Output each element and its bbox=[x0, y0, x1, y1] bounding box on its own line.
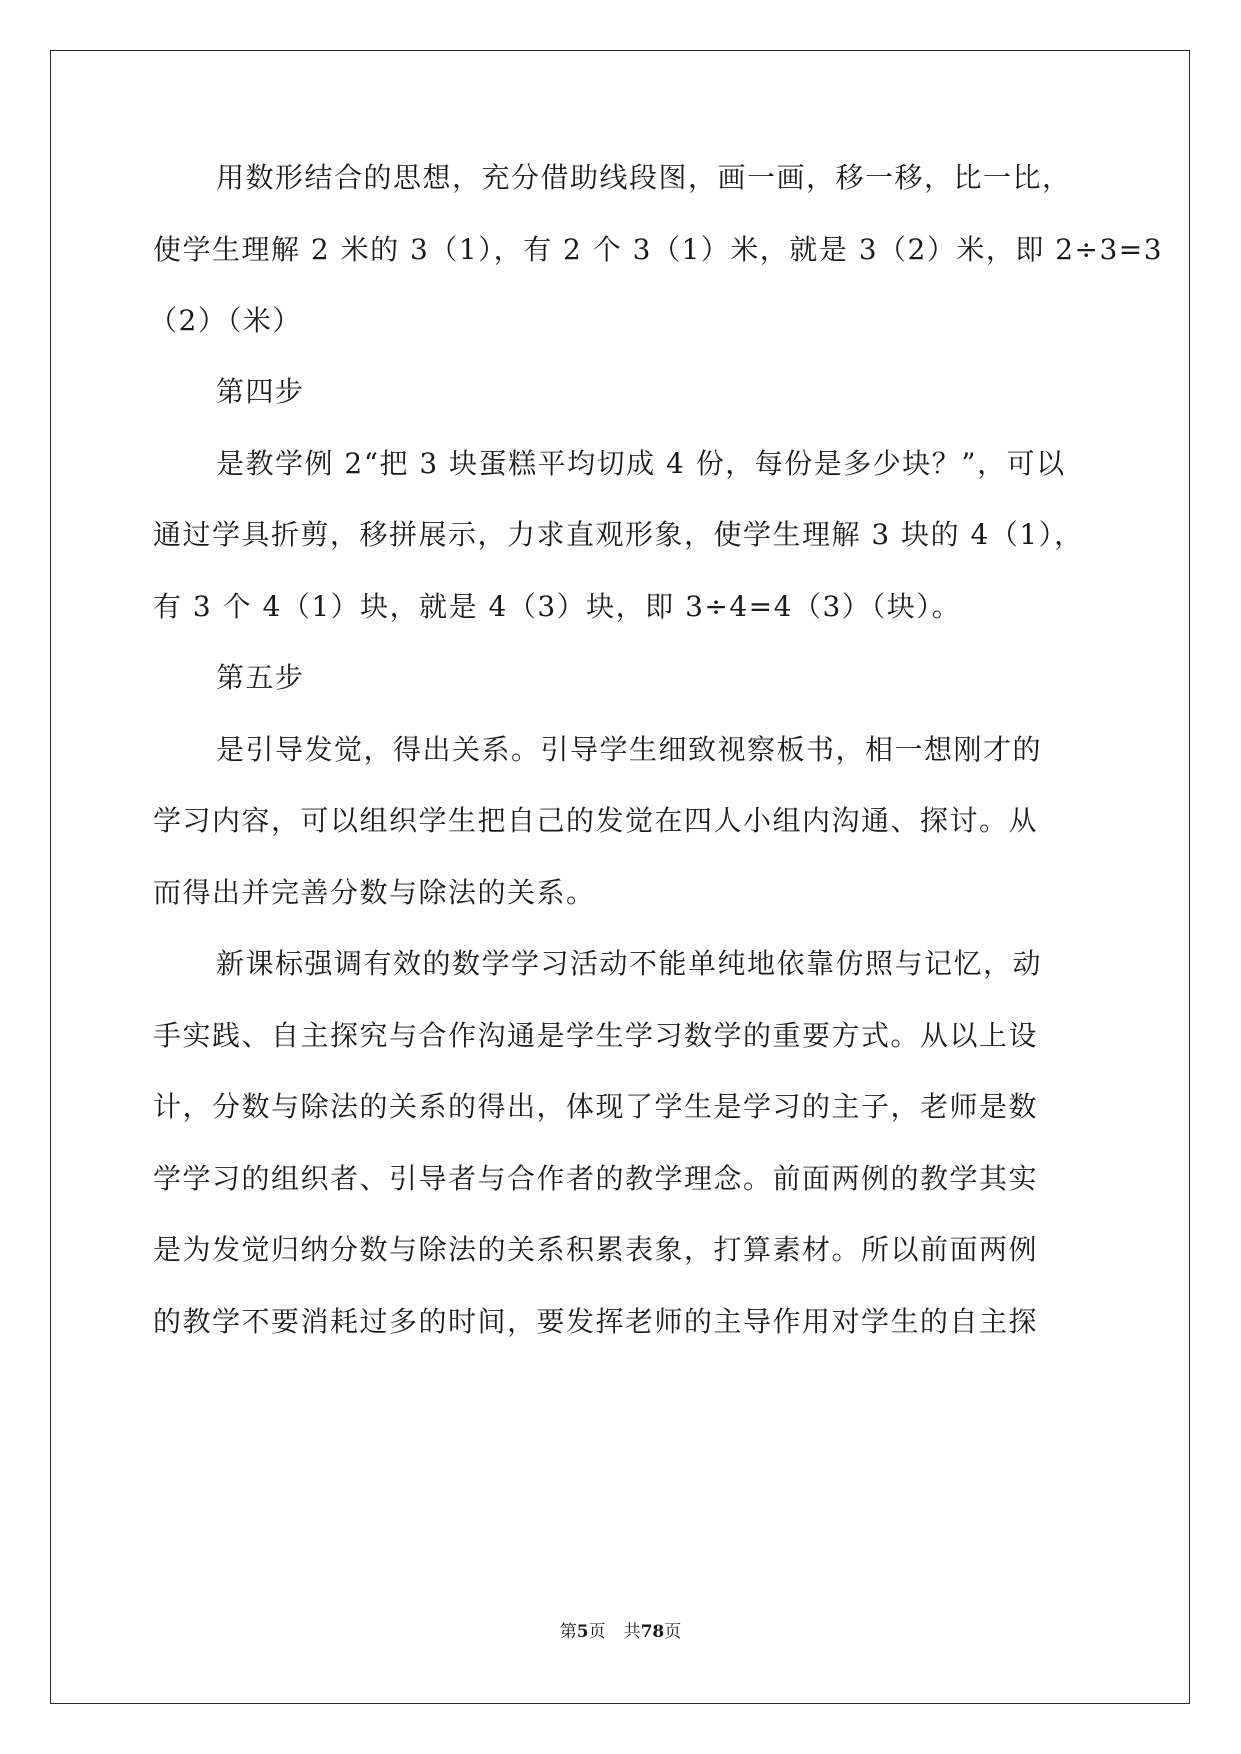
footer-total-prefix: 共 bbox=[623, 1622, 641, 1642]
paragraph-line: 新课标强调有效的数学学习活动不能单纯地依靠仿照与记忆，动 bbox=[216, 947, 1043, 980]
paragraph-line: 通过学具折剪，移拼展示，力求直观形象，使学生理解 3 块的 4（1）， bbox=[153, 518, 1084, 551]
paragraph-line: 是为发觉归纳分数与除法的关系积累表象，打算素材。所以前面两例 bbox=[153, 1233, 1039, 1266]
footer-page-suffix: 页 bbox=[588, 1622, 606, 1642]
paragraph-line: 而得出并完善分数与除法的关系。 bbox=[153, 876, 596, 909]
section-heading: 第五步 bbox=[216, 661, 305, 694]
footer-page-number: 5 bbox=[576, 1622, 589, 1642]
paragraph-line: 计，分数与除法的关系的得出，体现了学生是学习的主子，老师是数 bbox=[153, 1090, 1039, 1123]
footer-page-prefix: 第 bbox=[559, 1622, 577, 1642]
paragraph-line: 手实践、自主探究与合作沟通是学生学习数学的重要方式。从以上设 bbox=[153, 1019, 1039, 1052]
paragraph-line: 的教学不要消耗过多的时间，要发挥老师的主导作用对学生的自主探 bbox=[153, 1305, 1039, 1338]
paragraph-line: 用数形结合的思想，充分借助线段图，画一画，移一移，比一比， bbox=[216, 161, 1072, 194]
footer-total-suffix: 页 bbox=[664, 1622, 682, 1642]
paragraph-line: （2）（米） bbox=[149, 304, 302, 337]
paragraph-line: 学习内容，可以组织学生把自己的发觉在四人小组内沟通、探讨。从 bbox=[153, 804, 1039, 837]
paragraph-line: 使学生理解 2 米的 3（1），有 2 个 3（1）米，就是 3（2）米，即 2÷3=3 bbox=[153, 233, 1164, 266]
footer-total-pages: 78 bbox=[640, 1622, 665, 1642]
paragraph-line: 是教学例 2“把 3 块蛋糕平均切成 4 份，每份是多少块？”，可以 bbox=[216, 447, 1066, 480]
paragraph-line: 是引导发觉，得出关系。引导学生细致视察板书，相一想刚才的 bbox=[216, 733, 1043, 766]
section-heading: 第四步 bbox=[216, 375, 305, 408]
page-footer bbox=[0, 1620, 1241, 1644]
paragraph-line: 学学习的组织者、引导者与合作者的教学理念。前面两例的教学其实 bbox=[153, 1162, 1039, 1195]
paragraph-line: 有 3 个 4（1）块，就是 4（3）块，即 3÷4=4（3）（块）。 bbox=[153, 590, 962, 623]
